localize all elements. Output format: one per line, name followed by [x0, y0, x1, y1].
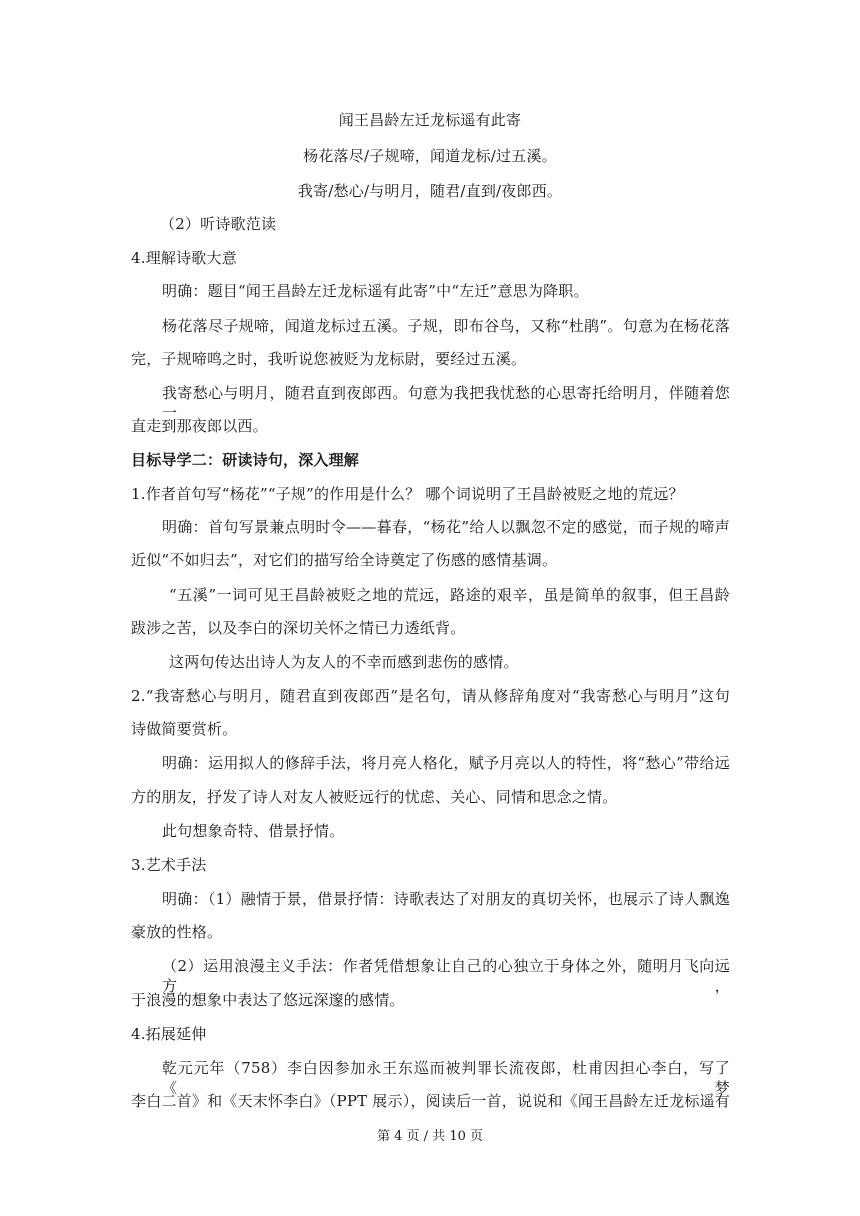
answer-4-line-b: 李白二首》和《天末怀李白》（PPT 展示），阅读后一首，说说和《闻王昌龄左迁龙标遥有 — [131, 1092, 730, 1110]
poem-line-2: 我寄/愁心/与明月，随君/直到/夜郎西。 — [297, 182, 563, 200]
answer-3-line-d: 于浪漫的想象中表达了悠远深邃的感情。 — [131, 991, 405, 1009]
question-3: 3.艺术手法 — [131, 856, 207, 874]
answer-2-line-c: 此句想象奇特、借景抒情。 — [162, 822, 345, 840]
question-1: 1.作者首句写“杨花”“子规”的作用是什么？ 哪个词说明了王昌龄被贬之地的荒远？ — [131, 485, 684, 503]
poem-title: 闻王昌龄左迁龙标遥有此寄 — [338, 111, 522, 129]
answer-3-line-a: 明确：（1）融情于景，借景抒情：诗歌表达了对朋友的真切关怀，也展示了诗人飘逸 — [162, 890, 730, 908]
answer-2-line-b: 方的朋友，抒发了诗人对友人被贬远行的忧虑、关心、同情和思念之情。 — [131, 788, 618, 806]
answer-3-line-c: （2）运用浪漫主义手法：作者凭借想象让自己的心独立于身体之外，随明月飞向远方， — [162, 957, 730, 995]
page-footer: 第 4 页 / 共 10 页 — [377, 1129, 483, 1144]
question-4: 4.拓展延伸 — [131, 1025, 207, 1043]
question-2-line-b: 诗做简要赏析。 — [131, 720, 238, 738]
answer-1-line-d: 跋涉之苦，以及李白的深切关怀之情已力透纸背。 — [131, 619, 466, 637]
poem-line-1: 杨花落尽/子规啼，闻道龙标/过五溪。 — [303, 147, 557, 165]
paragraph-line2-a: 我寄愁心与明月，随君直到夜郎西。句意为我把我忧愁的心思寄托给明月，伴随着您一 — [162, 384, 730, 422]
answer-1-line-b: 近似“不如归去”，对它们的描写给全诗奠定了伤感的感情基调。 — [131, 551, 558, 569]
listen-instruction: （2）听诗歌范读 — [160, 215, 277, 233]
answer-2-line-a: 明确：运用拟人的修辞手法，将月亮人格化，赋予月亮以人的特性，将“愁心”带给远 — [162, 754, 730, 772]
answer-1-line-e: 这两句传达出诗人为友人的不幸而感到悲伤的感情。 — [169, 653, 519, 671]
paragraph-title-meaning: 明确：题目“闻王昌龄左迁龙标遥有此寄”中“左迁”意思为降职。 — [162, 282, 589, 300]
paragraph-line1-b: 完，子规啼鸣之时，我听说您被贬为龙标尉，要经过五溪。 — [131, 350, 527, 368]
question-2-line-a: 2.“我寄愁心与明月，随君直到夜郎西”是名句，请从修辞角度对“我寄愁心与明月”这句 — [131, 687, 730, 705]
answer-3-line-b: 豪放的性格。 — [131, 923, 223, 941]
paragraph-line1-a: 杨花落尽子规啼，闻道龙标过五溪。子规，即布谷鸟，又称“杜鹃”。句意为在杨花落 — [162, 317, 730, 335]
answer-1-line-c: “五溪”一词可见王昌龄被贬之地的荒远，路途的艰辛，虽是简单的叙事，但王昌龄 — [169, 586, 730, 604]
goal-heading: 目标导学二：研读诗句，深入理解 — [131, 451, 360, 469]
section-heading-understand: 4.理解诗歌大意 — [131, 249, 237, 267]
answer-4-line-a: 乾元元年（758）李白因参加永王东巡而被判罪长流夜郎，杜甫因担心李白，写了《梦 — [162, 1059, 730, 1097]
answer-1-line-a: 明确：首句写景兼点明时令——暮春，“杨花”给人以飘忽不定的感觉，而子规的啼声 — [162, 518, 730, 536]
paragraph-line2-b: 直走到那夜郎以西。 — [131, 417, 268, 435]
